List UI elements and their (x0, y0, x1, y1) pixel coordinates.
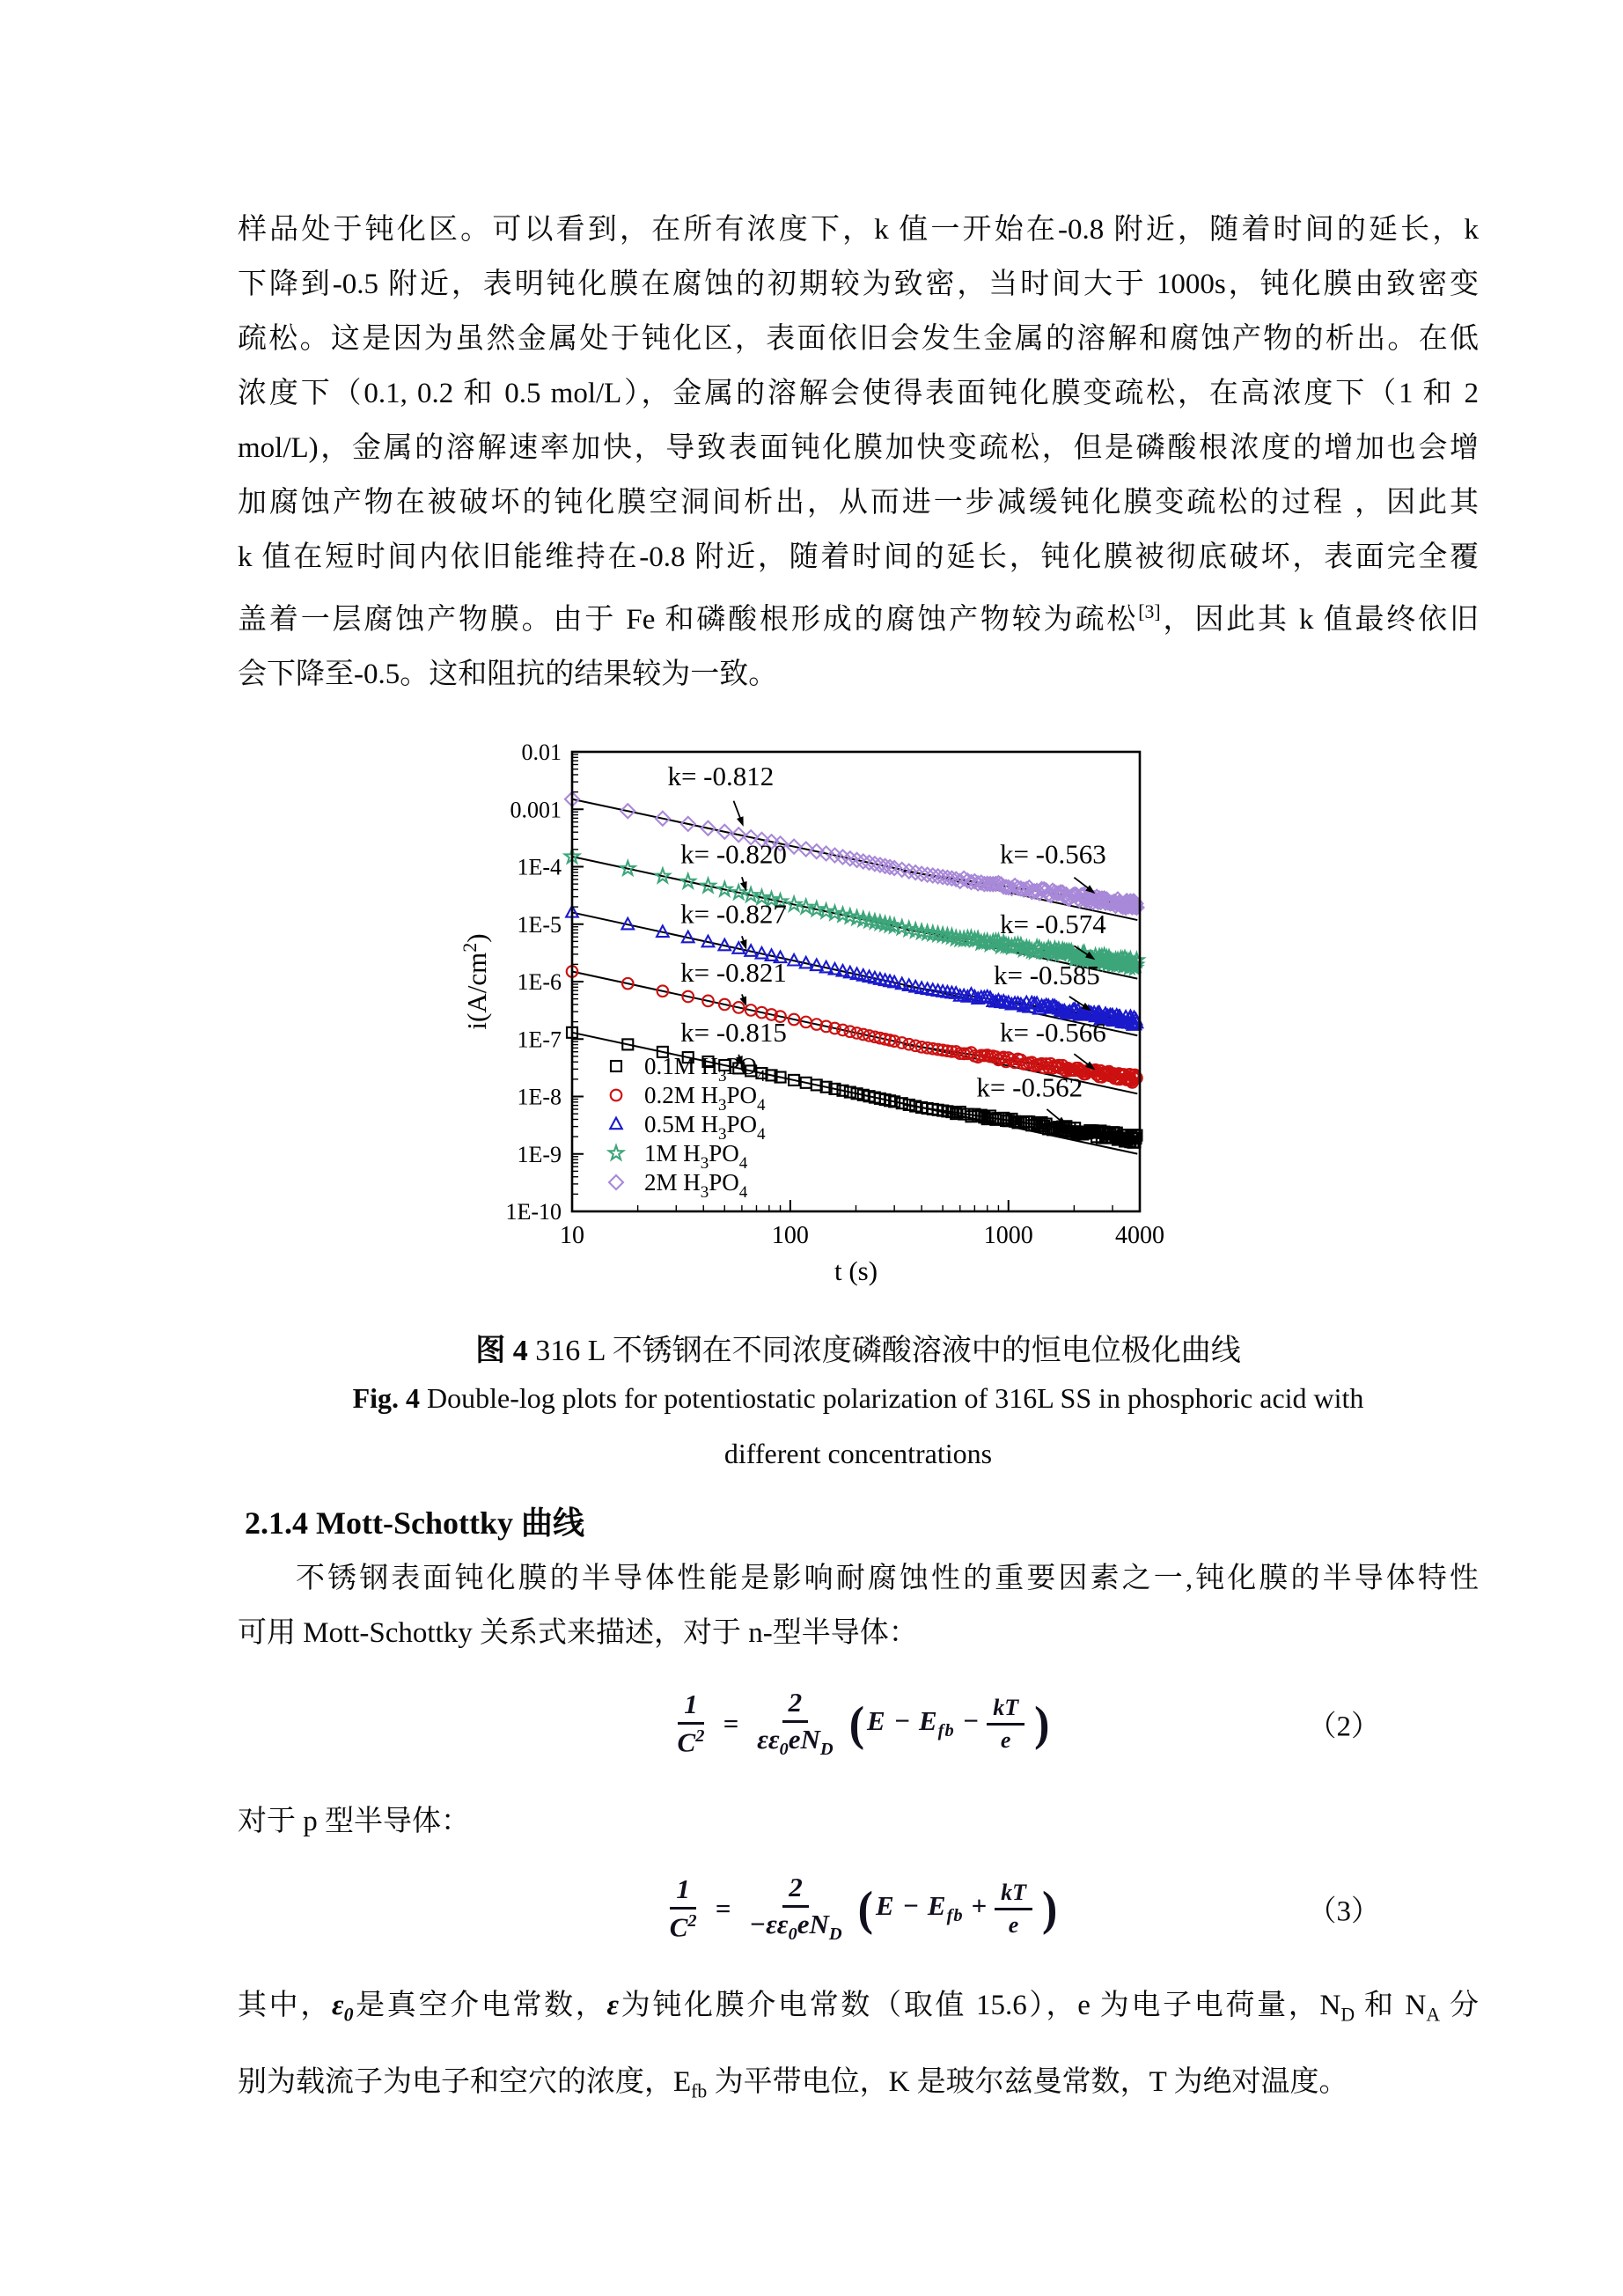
svg-text:2M H3PO4: 2M H3PO4 (644, 1169, 748, 1202)
equation-body: $E - E_{fb}$ − (867, 1705, 980, 1741)
fraction-numerator: kT (995, 1880, 1032, 1910)
fraction-numerator: 1 (678, 1689, 704, 1725)
svg-text:10: 10 (560, 1222, 584, 1249)
figure-4 (449, 738, 1174, 1308)
paragraph-line: 其中，$\varepsilon_0$是真空介电常数，ε为钝化膜介电常数（取值 15.6），e 为电子电荷量，$N_D$ 和 $N_A$ 分 (238, 1990, 1480, 2026)
chart-legend (609, 1053, 766, 1202)
svg-text:1E-8: 1E-8 (517, 1084, 562, 1110)
svg-text:k= -0.821: k= -0.821 (680, 957, 787, 988)
svg-text:4000: 4000 (1115, 1222, 1164, 1249)
fraction (672, 1689, 711, 1758)
equals-sign: = (715, 1893, 731, 1924)
paragraph-2 (238, 1551, 1479, 1660)
p-type-semiconductor-line: 对于 p 型半导体： (238, 1806, 470, 1837)
svg-text:1E-9: 1E-9 (517, 1141, 562, 1167)
svg-text:k= -0.815: k= -0.815 (680, 1017, 787, 1049)
open-paren: ( (857, 1882, 873, 1935)
svg-text:k= -0.820: k= -0.820 (680, 838, 787, 870)
paragraph-line: 别为载流子为电子和空穴的浓度，$E_{fb}$ 为平带电位，K 是玻尔兹曼常数，T 为绝对温度。 (238, 2065, 1348, 2102)
svg-text:k= -0.812: k= -0.812 (667, 761, 775, 792)
fraction (751, 1688, 840, 1760)
svg-text:k= -0.827: k= -0.827 (680, 898, 787, 930)
svg-text:0.1M H3PO4: 0.1M H3PO4 (644, 1053, 766, 1085)
fraction-denominator: $\varepsilon\varepsilon_0eN_D$ (757, 1723, 834, 1759)
paragraph-line: 样品处于钝化区。可以看到，在所有浓度下，k 值一开始在-0.8 附近，随着时间的延长，k (238, 214, 1479, 246)
svg-text:1E-4: 1E-4 (517, 854, 562, 880)
equation-2-row (238, 1671, 1479, 1777)
svg-text:1000: 1000 (983, 1222, 1033, 1249)
fraction-numerator: 2 (782, 1688, 809, 1723)
svg-text:0.5M H3PO4: 0.5M H3PO4 (644, 1111, 766, 1144)
fraction-numerator: 1 (670, 1874, 696, 1910)
paragraph-line: 可用 Mott-Schottky 关系式来描述，对于 n-型半导体： (238, 1617, 918, 1649)
fraction (743, 1873, 848, 1945)
y-axis-label: i(A/cm2) (459, 933, 492, 1030)
open-paren: ( (848, 1697, 865, 1750)
fraction-denominator: e (1008, 1911, 1019, 1938)
svg-text:1E-10: 1E-10 (505, 1199, 562, 1225)
svg-text:1E-6: 1E-6 (517, 969, 562, 995)
equation-body: $E - E_{fb}$ + (875, 1890, 988, 1926)
equation-number: （3） (1307, 1895, 1380, 1928)
close-paren: ) (1041, 1882, 1058, 1935)
svg-text:k= -0.563: k= -0.563 (999, 838, 1106, 870)
fraction (987, 1695, 1024, 1752)
paragraph-line: 加腐蚀产物在被破坏的钝化膜空洞间析出，从而进一步减缓钝化膜变疏松的过程 ，因此其 (238, 487, 1479, 519)
equation-3 (657, 1873, 1061, 1945)
svg-text:0.2M H3PO4: 0.2M H3PO4 (644, 1082, 766, 1115)
svg-text:t (s): t (s) (834, 1255, 878, 1286)
paragraph-1 (238, 202, 1479, 702)
fraction (995, 1880, 1032, 1937)
svg-text:100: 100 (771, 1222, 809, 1249)
figure-caption-en-line2: different concentrations (723, 1438, 993, 1469)
figure-caption-en-line1: Fig. 4 Double-log plots for potentiostatic polarization of 316L SS in phosphoric acid with (352, 1382, 1364, 1414)
close-paren: ) (1034, 1697, 1050, 1750)
equation-2 (665, 1688, 1053, 1760)
svg-text:1E-5: 1E-5 (517, 911, 562, 938)
fraction-denominator: $C^2$ (677, 1726, 705, 1758)
svg-text:k= -0.562: k= -0.562 (976, 1071, 1083, 1103)
paragraph-line: 下降到-0.5 附近，表明钝化膜在腐蚀的初期较为致密，当时间大于 1000s，钝化膜由致密变 (238, 269, 1479, 300)
equals-sign: = (723, 1708, 739, 1739)
svg-text:0.001: 0.001 (510, 797, 562, 823)
figure-4-chart (449, 738, 1174, 1308)
svg-text:1E-7: 1E-7 (517, 1027, 562, 1053)
fraction-denominator: e (1000, 1726, 1011, 1753)
paragraph-line: 盖着一层腐蚀产物膜。由于 Fe 和磷酸根形成的腐蚀产物较为疏松[3]，因此其 k 值最终依旧 (238, 601, 1480, 636)
svg-text:k= -0.585: k= -0.585 (994, 959, 1100, 990)
svg-text:0.01: 0.01 (521, 740, 562, 765)
paragraph-3 (238, 1972, 1479, 2124)
paragraph-line: 疏松。这是因为虽然金属处于钝化区，表面依旧会发生金属的溶解和腐蚀产物的析出。在低 (238, 323, 1479, 355)
figure-caption-zh: 图 4 316 L 不锈钢在不同浓度磷酸溶液中的恒电位极化曲线 (475, 1335, 1241, 1367)
fraction-numerator: kT (987, 1695, 1024, 1725)
svg-text:k= -0.574: k= -0.574 (999, 908, 1106, 939)
svg-text:k= -0.566: k= -0.566 (999, 1017, 1106, 1049)
fraction-denominator: $C^2$ (669, 1910, 697, 1943)
paragraph-line: 会下降至-0.5。这和阻抗的结果较为一致。 (238, 659, 778, 690)
svg-text:1M H3PO4: 1M H3PO4 (644, 1140, 748, 1173)
fraction-numerator: 2 (782, 1873, 809, 1908)
equation-number: （2） (1307, 1711, 1380, 1743)
paragraph-line: 浓度下（0.1, 0.2 和 0.5 mol/L），金属的溶解会使得表面钝化膜变疏松，在高浓度下（1 和 2 (238, 378, 1479, 409)
paragraph-line: 不锈钢表面钝化膜的半导体性能是影响耐腐蚀性的重要因素之一,钝化膜的半导体特性 (296, 1563, 1479, 1594)
fraction-denominator: $-\varepsilon\varepsilon_0eN_D$ (749, 1908, 842, 1944)
equation-3-row (238, 1856, 1479, 1961)
paragraph-line: mol/L)，金属的溶解速率加快，导致表面钝化膜加快变疏松，但是磷酸根浓度的增加也会增 (238, 432, 1479, 464)
fraction (664, 1874, 703, 1943)
paragraph-line: k 值在短时间内依旧能维持在-0.8 附近，随着时间的延长，钝化膜被彻底破坏，表面完全覆 (238, 541, 1479, 573)
section-heading: 2.1.4 Mott-Schottky 曲线 (245, 1505, 584, 1541)
